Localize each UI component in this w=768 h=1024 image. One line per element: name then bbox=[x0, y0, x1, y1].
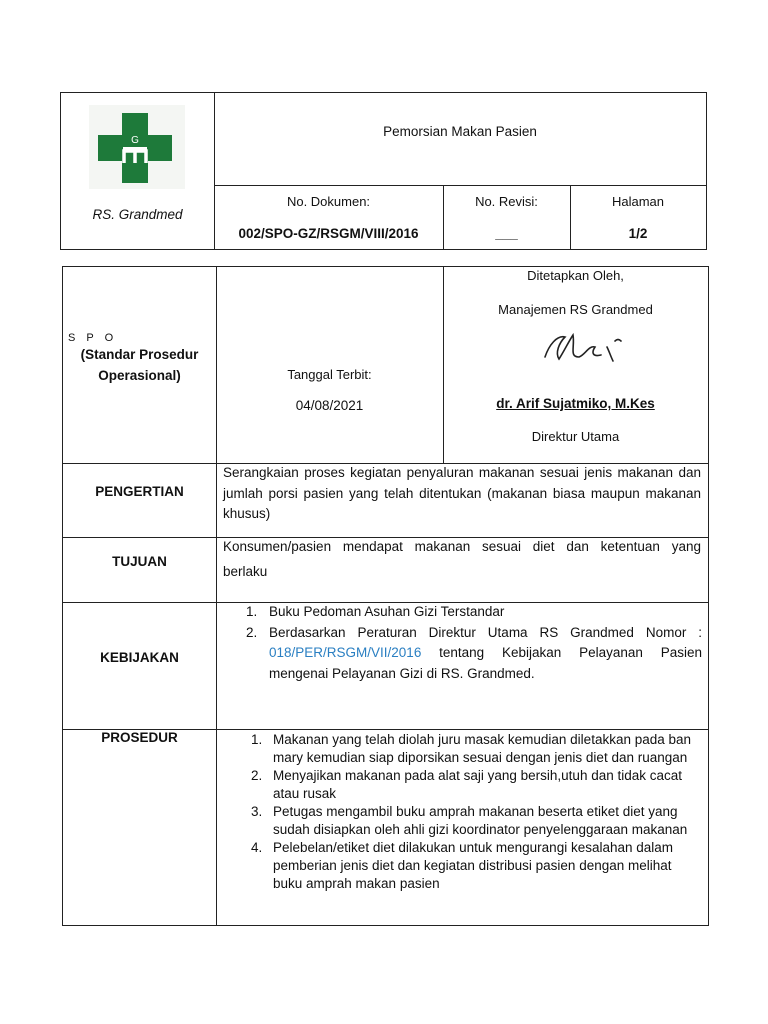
tujuan-label-cell bbox=[63, 537, 217, 602]
prosedur-step-text: Petugas mengambil buku amprah makanan beserta etiket diet yang sudah disiapkan oleh ahli gizi koordinator penyelenggaraan makanan bbox=[273, 804, 688, 837]
spo-main-table bbox=[62, 266, 709, 926]
spo-name-line1: (Standar Prosedur bbox=[80, 347, 199, 362]
signer-title: Direktur Utama bbox=[531, 429, 620, 444]
tujuan-row bbox=[63, 537, 708, 603]
hospital-name: RS. Grandmed bbox=[92, 207, 183, 222]
hospital-logo-cross-icon bbox=[89, 105, 185, 189]
prosedur-step-text: Menyajikan makanan pada alat saji yang bersih,utuh dan tidak cacat atau rusak bbox=[273, 768, 683, 801]
spo-code: S P O bbox=[68, 332, 118, 344]
pengertian-label-cell bbox=[63, 463, 217, 537]
prosedur-step-number: 1. bbox=[251, 732, 263, 747]
signer-name: dr. Arif Sujatmiko, M.Kes bbox=[496, 396, 655, 411]
kebijakan-item bbox=[216, 623, 708, 685]
prosedur-step bbox=[216, 731, 708, 767]
prosedur-step bbox=[216, 839, 708, 893]
document-title: Pemorsian Makan Pasien bbox=[383, 124, 537, 139]
approved-by-label: Ditetapkan Oleh, bbox=[527, 268, 624, 283]
prosedur-label: PROSEDUR bbox=[101, 730, 178, 745]
spo-name-line2: Operasional) bbox=[98, 368, 181, 383]
prosedur-list bbox=[216, 731, 708, 893]
page-label: Halaman bbox=[611, 194, 665, 209]
regulation-link[interactable]: 018/PER/RSGM/VII/2016 bbox=[269, 645, 422, 660]
kebijakan-item bbox=[216, 602, 708, 623]
revision-label: No. Revisi: bbox=[475, 194, 538, 209]
kebijakan-list bbox=[216, 602, 708, 684]
tujuan-text-line2: berlaku bbox=[223, 564, 268, 579]
approved-by-org: Manajemen RS Grandmed bbox=[498, 302, 653, 317]
spo-row bbox=[63, 267, 708, 464]
logo-cell bbox=[61, 93, 215, 249]
revision-cell bbox=[443, 185, 571, 249]
tujuan-text-line1: Konsumen/pasien mendapat makanan sesuai diet dan ketentuan yang bbox=[223, 539, 701, 554]
tujuan-label: TUJUAN bbox=[112, 554, 167, 569]
pengertian-text: Serangkaian proses kegiatan penyaluran makanan sesuai jenis makanan dan jumlah porsi pasien yang telah ditentukan (makanan biasa maupun makanan khusus) bbox=[223, 465, 701, 521]
kebijakan-label: KEBIJAKAN bbox=[100, 650, 179, 665]
prosedur-step-text: Pelebelan/etiket diet dilakukan untuk mengurangi kesalahan dalam pemberian jenis diet dan kegiatan distribusi pasien dengan melihat buku amprah makan pasien bbox=[273, 840, 674, 891]
kebijakan-label-cell bbox=[63, 602, 217, 729]
prosedur-step bbox=[216, 803, 708, 839]
prosedur-step-number: 4. bbox=[251, 840, 263, 855]
prosedur-step-number: 2. bbox=[251, 768, 263, 783]
kebijakan-row bbox=[63, 602, 708, 730]
signature-image bbox=[539, 327, 631, 369]
prosedur-step-text: Makanan yang telah diolah juru masak kemudian diletakkan pada ban mary kemudian siap diporsikan sesuai dengan jenis diet dan ruangan bbox=[273, 732, 692, 765]
issue-date-label: Tanggal Terbit: bbox=[287, 367, 372, 382]
approval-cell bbox=[443, 267, 708, 463]
pengertian-row bbox=[63, 463, 708, 538]
document-header-table bbox=[60, 92, 707, 250]
title-cell bbox=[214, 93, 706, 186]
kebijakan-item-text: Buku Pedoman Asuhan Gizi Terstandar bbox=[269, 604, 505, 619]
issue-date-value: 04/08/2021 bbox=[295, 398, 364, 413]
prosedur-list-cell bbox=[216, 729, 708, 925]
prosedur-row bbox=[63, 729, 708, 925]
kebijakan-item-number: 1. bbox=[246, 604, 258, 619]
kebijakan-item-text-continued: tentang Kebijakan Pelayanan Pasien mengenai Pelayanan Gizi di RS. Grandmed. bbox=[269, 645, 702, 681]
prosedur-step bbox=[216, 767, 708, 803]
kebijakan-item-number: 2. bbox=[246, 624, 258, 640]
svg-text:G: G bbox=[131, 135, 139, 146]
page-cell bbox=[570, 185, 706, 249]
issue-date-cell bbox=[216, 267, 444, 463]
prosedur-step-number: 3. bbox=[251, 804, 263, 819]
pengertian-text-cell bbox=[216, 463, 708, 537]
kebijakan-list-cell bbox=[216, 602, 708, 729]
tujuan-text-cell bbox=[216, 537, 708, 602]
spo-label-cell bbox=[63, 267, 217, 463]
kebijakan-item-text: Berdasarkan Peraturan Direktur Utama RS Grandmed Nomor : bbox=[269, 624, 702, 640]
doc-number-value: 002/SPO-GZ/RSGM/VIII/2016 bbox=[238, 226, 419, 241]
pengertian-label: PENGERTIAN bbox=[95, 484, 184, 499]
doc-number-label: No. Dokumen: bbox=[286, 194, 371, 209]
page-value: 1/2 bbox=[628, 226, 648, 241]
prosedur-label-cell bbox=[63, 729, 217, 925]
revision-value: ___ bbox=[495, 226, 518, 241]
doc-number-cell bbox=[214, 185, 444, 249]
